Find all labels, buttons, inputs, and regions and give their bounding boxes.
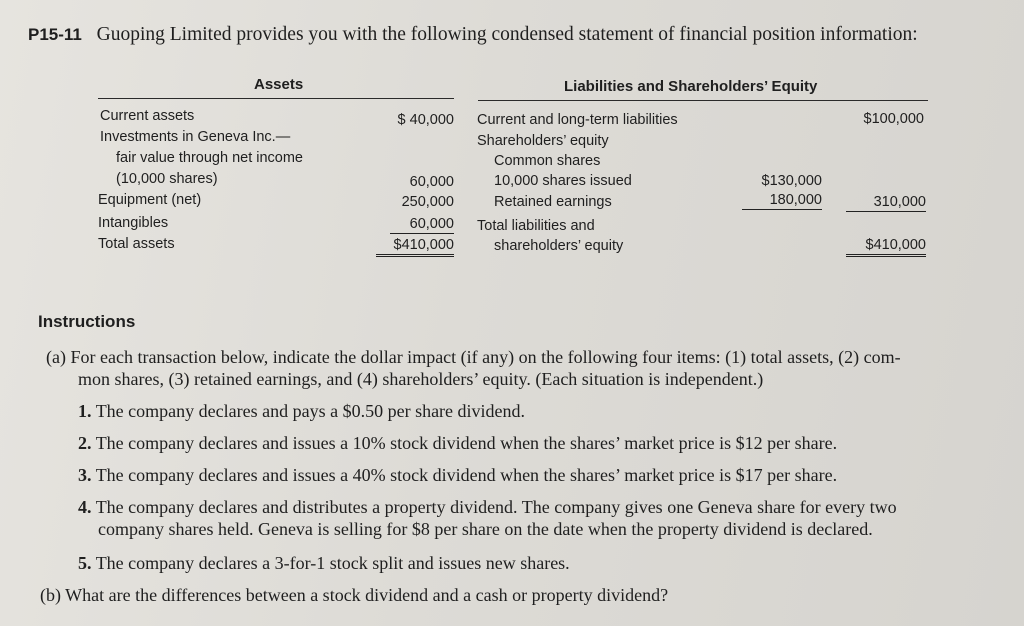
total-liabilities-label: Total liabilities and	[477, 218, 595, 234]
assets-header: Assets	[254, 76, 304, 93]
retained-earnings-label: Retained earnings	[494, 194, 612, 210]
intangibles-label: Intangibles	[98, 215, 169, 231]
common-shares-label: Common shares	[494, 153, 601, 169]
item-number: 4.	[78, 497, 92, 517]
investments-label: Investments in Geneva Inc.—	[100, 129, 291, 145]
current-assets-label: Current assets	[100, 108, 195, 124]
assets-header-rule	[98, 98, 454, 99]
item-number: 1.	[78, 401, 92, 421]
total-assets-value: $410,000	[376, 236, 454, 257]
shares-issued-value: $130,000	[761, 173, 822, 189]
equipment-label: Equipment (net)	[98, 192, 202, 208]
part-b: (b) What are the differences between a stock dividend and a cash or property dividend?	[40, 585, 669, 605]
liabilities-header: Liabilities and Shareholders’ Equity	[564, 78, 818, 95]
current-assets-value: $ 40,000	[397, 112, 454, 128]
item-number: 5.	[78, 553, 92, 573]
retained-earnings-value: 180,000	[742, 191, 822, 210]
problem-intro: Guoping Limited provides you with the following condensed statement of financial position information:	[96, 24, 918, 45]
item-text: The company declares and pays a $0.50 per share dividend.	[95, 401, 526, 421]
item-text: The company declares and distributes a property dividend. The company gives one Geneva share for every two	[95, 497, 897, 517]
total-liabilities-equity-value: $410,000	[846, 236, 926, 257]
list-item	[78, 464, 837, 486]
shares-issued-label: 10,000 shares issued	[494, 173, 632, 189]
item-text: The company declares a 3-for-1 stock split and issues new shares.	[95, 553, 570, 573]
list-item	[78, 552, 570, 574]
instructions-heading: Instructions	[38, 312, 136, 331]
item-text: The company declares and issues a 40% stock dividend when the shares’ market price is $17 per share.	[95, 465, 838, 485]
item-number: 3.	[78, 465, 92, 485]
list-item	[78, 400, 525, 422]
shareholders-equity-label: Shareholders’ equity	[477, 133, 609, 149]
problem-title	[28, 24, 918, 46]
investments-label-2: fair value through net income	[116, 150, 303, 166]
list-item	[78, 432, 837, 454]
total-liabilities-label-2: shareholders’ equity	[494, 238, 624, 254]
equity-subtotal-value: 310,000	[846, 193, 926, 212]
part-a-line-2: mon shares, (3) retained earnings, and (4) shareholders’ equity. (Each situation is independent.)	[78, 369, 764, 389]
current-lt-liabilities-value: $100,000	[863, 111, 924, 127]
problem-number: P15-11	[28, 25, 82, 44]
equipment-value: 250,000	[401, 194, 454, 210]
current-lt-liabilities-label: Current and long-term liabilities	[477, 112, 678, 128]
investments-value: 60,000	[409, 174, 454, 190]
part-a-line-1: (a) For each transaction below, indicate the dollar impact (if any) on the following four items: (1) total assets, (2) com-	[46, 347, 901, 367]
liabilities-header-rule	[478, 100, 928, 101]
item-number: 2.	[78, 433, 92, 453]
list-item	[78, 496, 897, 518]
intangibles-value: 60,000	[390, 215, 454, 234]
total-assets-label: Total assets	[98, 236, 175, 252]
item-text-continued: company shares held. Geneva is selling for $8 per share on the date when the property dividend is declared.	[98, 519, 873, 539]
investments-label-3: (10,000 shares)	[116, 171, 218, 187]
item-text: The company declares and issues a 10% stock dividend when the shares’ market price is $12 per share.	[95, 433, 838, 453]
